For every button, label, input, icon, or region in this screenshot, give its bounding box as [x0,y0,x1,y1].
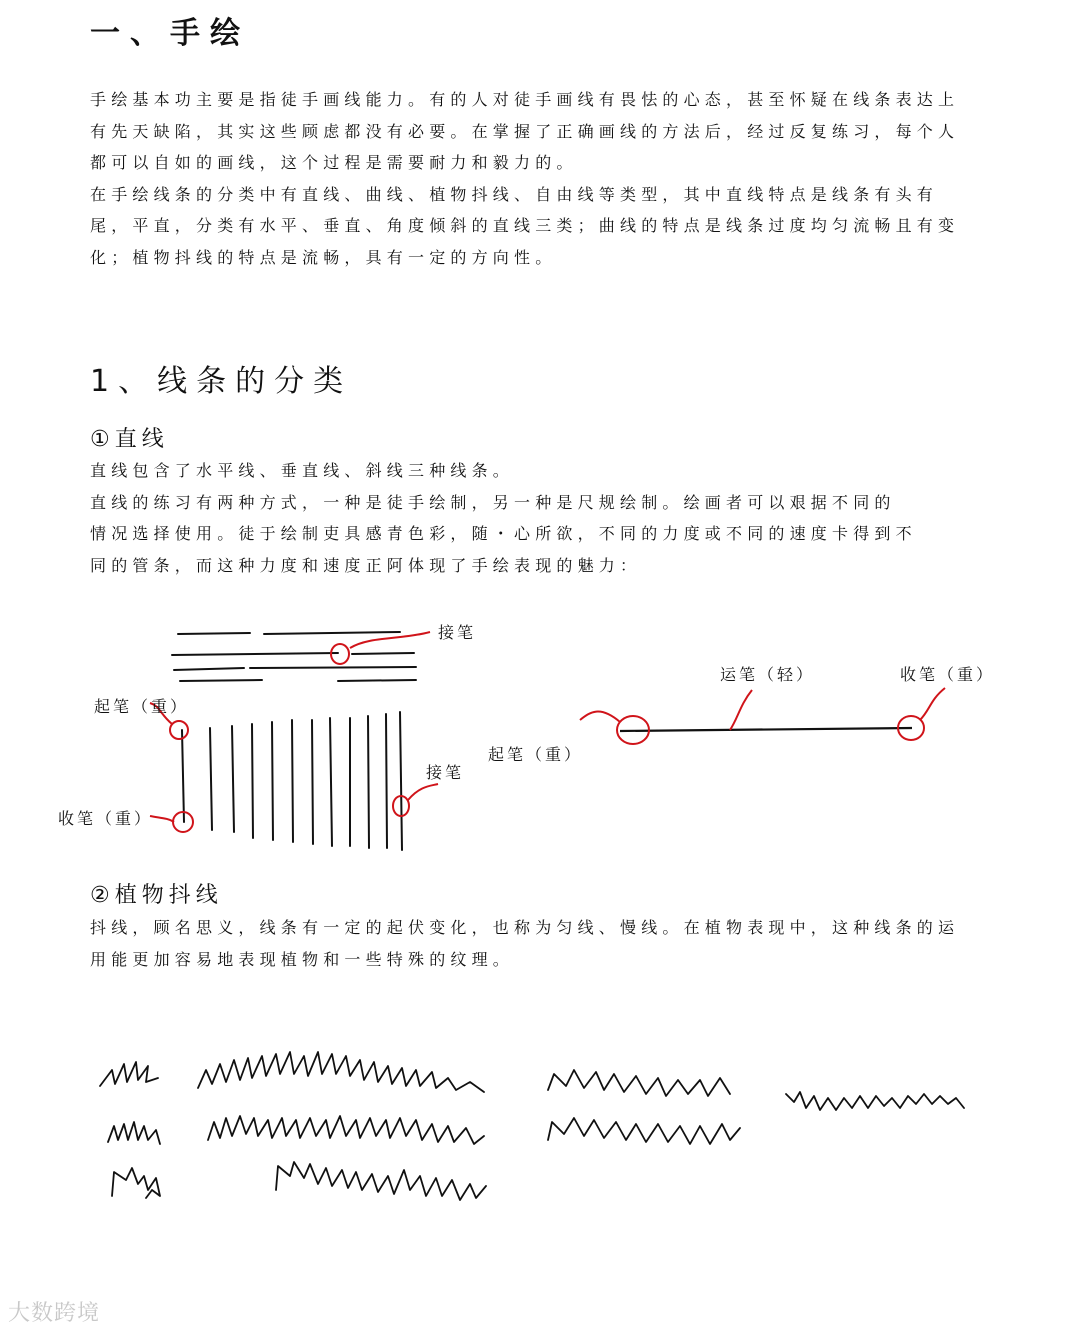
section-title: 一、手绘 [90,16,250,51]
straight-line-title: ①直线 [90,427,169,452]
intro-line: 在手绘线条的分类中有直线、曲线、植物抖线、自由线等类型，其中直线特点是线条有头有 [90,184,939,204]
plant-line-title: ②植物抖线 [90,883,223,908]
shrub-row [276,1162,486,1200]
intro-line: 化；植物抖线的特点是流畅，具有一定的方向性。 [90,247,557,267]
plant-line-text: 用能更加容易地表现植物和一些特殊的纹理。 [90,949,515,969]
grass-row [198,1052,484,1092]
watermark: 大数跨境 [8,1301,101,1326]
subsection-title: 1、线条的分类 [90,364,353,399]
label-move: 运笔（轻） [720,665,816,684]
label-join-right: 接笔 [426,763,465,782]
label-start-left: 起笔（重） [94,697,190,716]
grass-tuft [100,1062,158,1086]
intro-line: 都可以自如的画线，这个过程是需要耐力和毅力的。 [90,153,578,172]
shrub-row [548,1118,740,1144]
straight-line-text: 直线包含了水平线、垂直线、斜线三种线条。 [90,461,515,480]
intro-line: 尾，平直，分类有水平、垂直、角度倾斜的直线三类；曲线的特点是线条过度均匀流畅且有变 [90,216,960,235]
label-end-left: 收笔（重） [58,809,154,828]
straight-line-text: 同的管条，而这种力度和速度正阿体现了手绘表现的魅力： [90,555,642,575]
shrub-outline [112,1168,160,1198]
straight-line-text: 直线的练习有两种方式，一种是徒手绘制，另一种是尺规绘制。绘画者可以艰据不同的 [90,492,896,512]
straight-line-text: 情况选择使用。徒于绘制吏具感青色彩，随・心所欲，不同的力度或不同的速度卡得到不 [90,524,917,543]
grass-tuft [108,1122,160,1144]
shrub-row [548,1070,730,1096]
intro-line: 有先天缺陷，其实这些顾虑都没有必要。在掌握了正确画线的方法后，经过反复练习，每个人 [90,121,960,141]
label-join-top: 接笔 [438,623,477,642]
label-end-right: 收笔（重） [900,665,996,684]
plant-line-text: 抖线，顾名思义，线条有一定的起伏变化，也称为匀线、慢线。在植物表现中，这种线条的运 [90,918,960,937]
grass-row [208,1116,484,1144]
label-start-right: 起笔（重） [488,745,584,764]
intro-line: 手绘基本功主要是指徒手画线能力。有的人对徒手画线有畏怯的心态，甚至怀疑在线条表达上 [90,90,960,109]
wobble-line [786,1092,964,1110]
